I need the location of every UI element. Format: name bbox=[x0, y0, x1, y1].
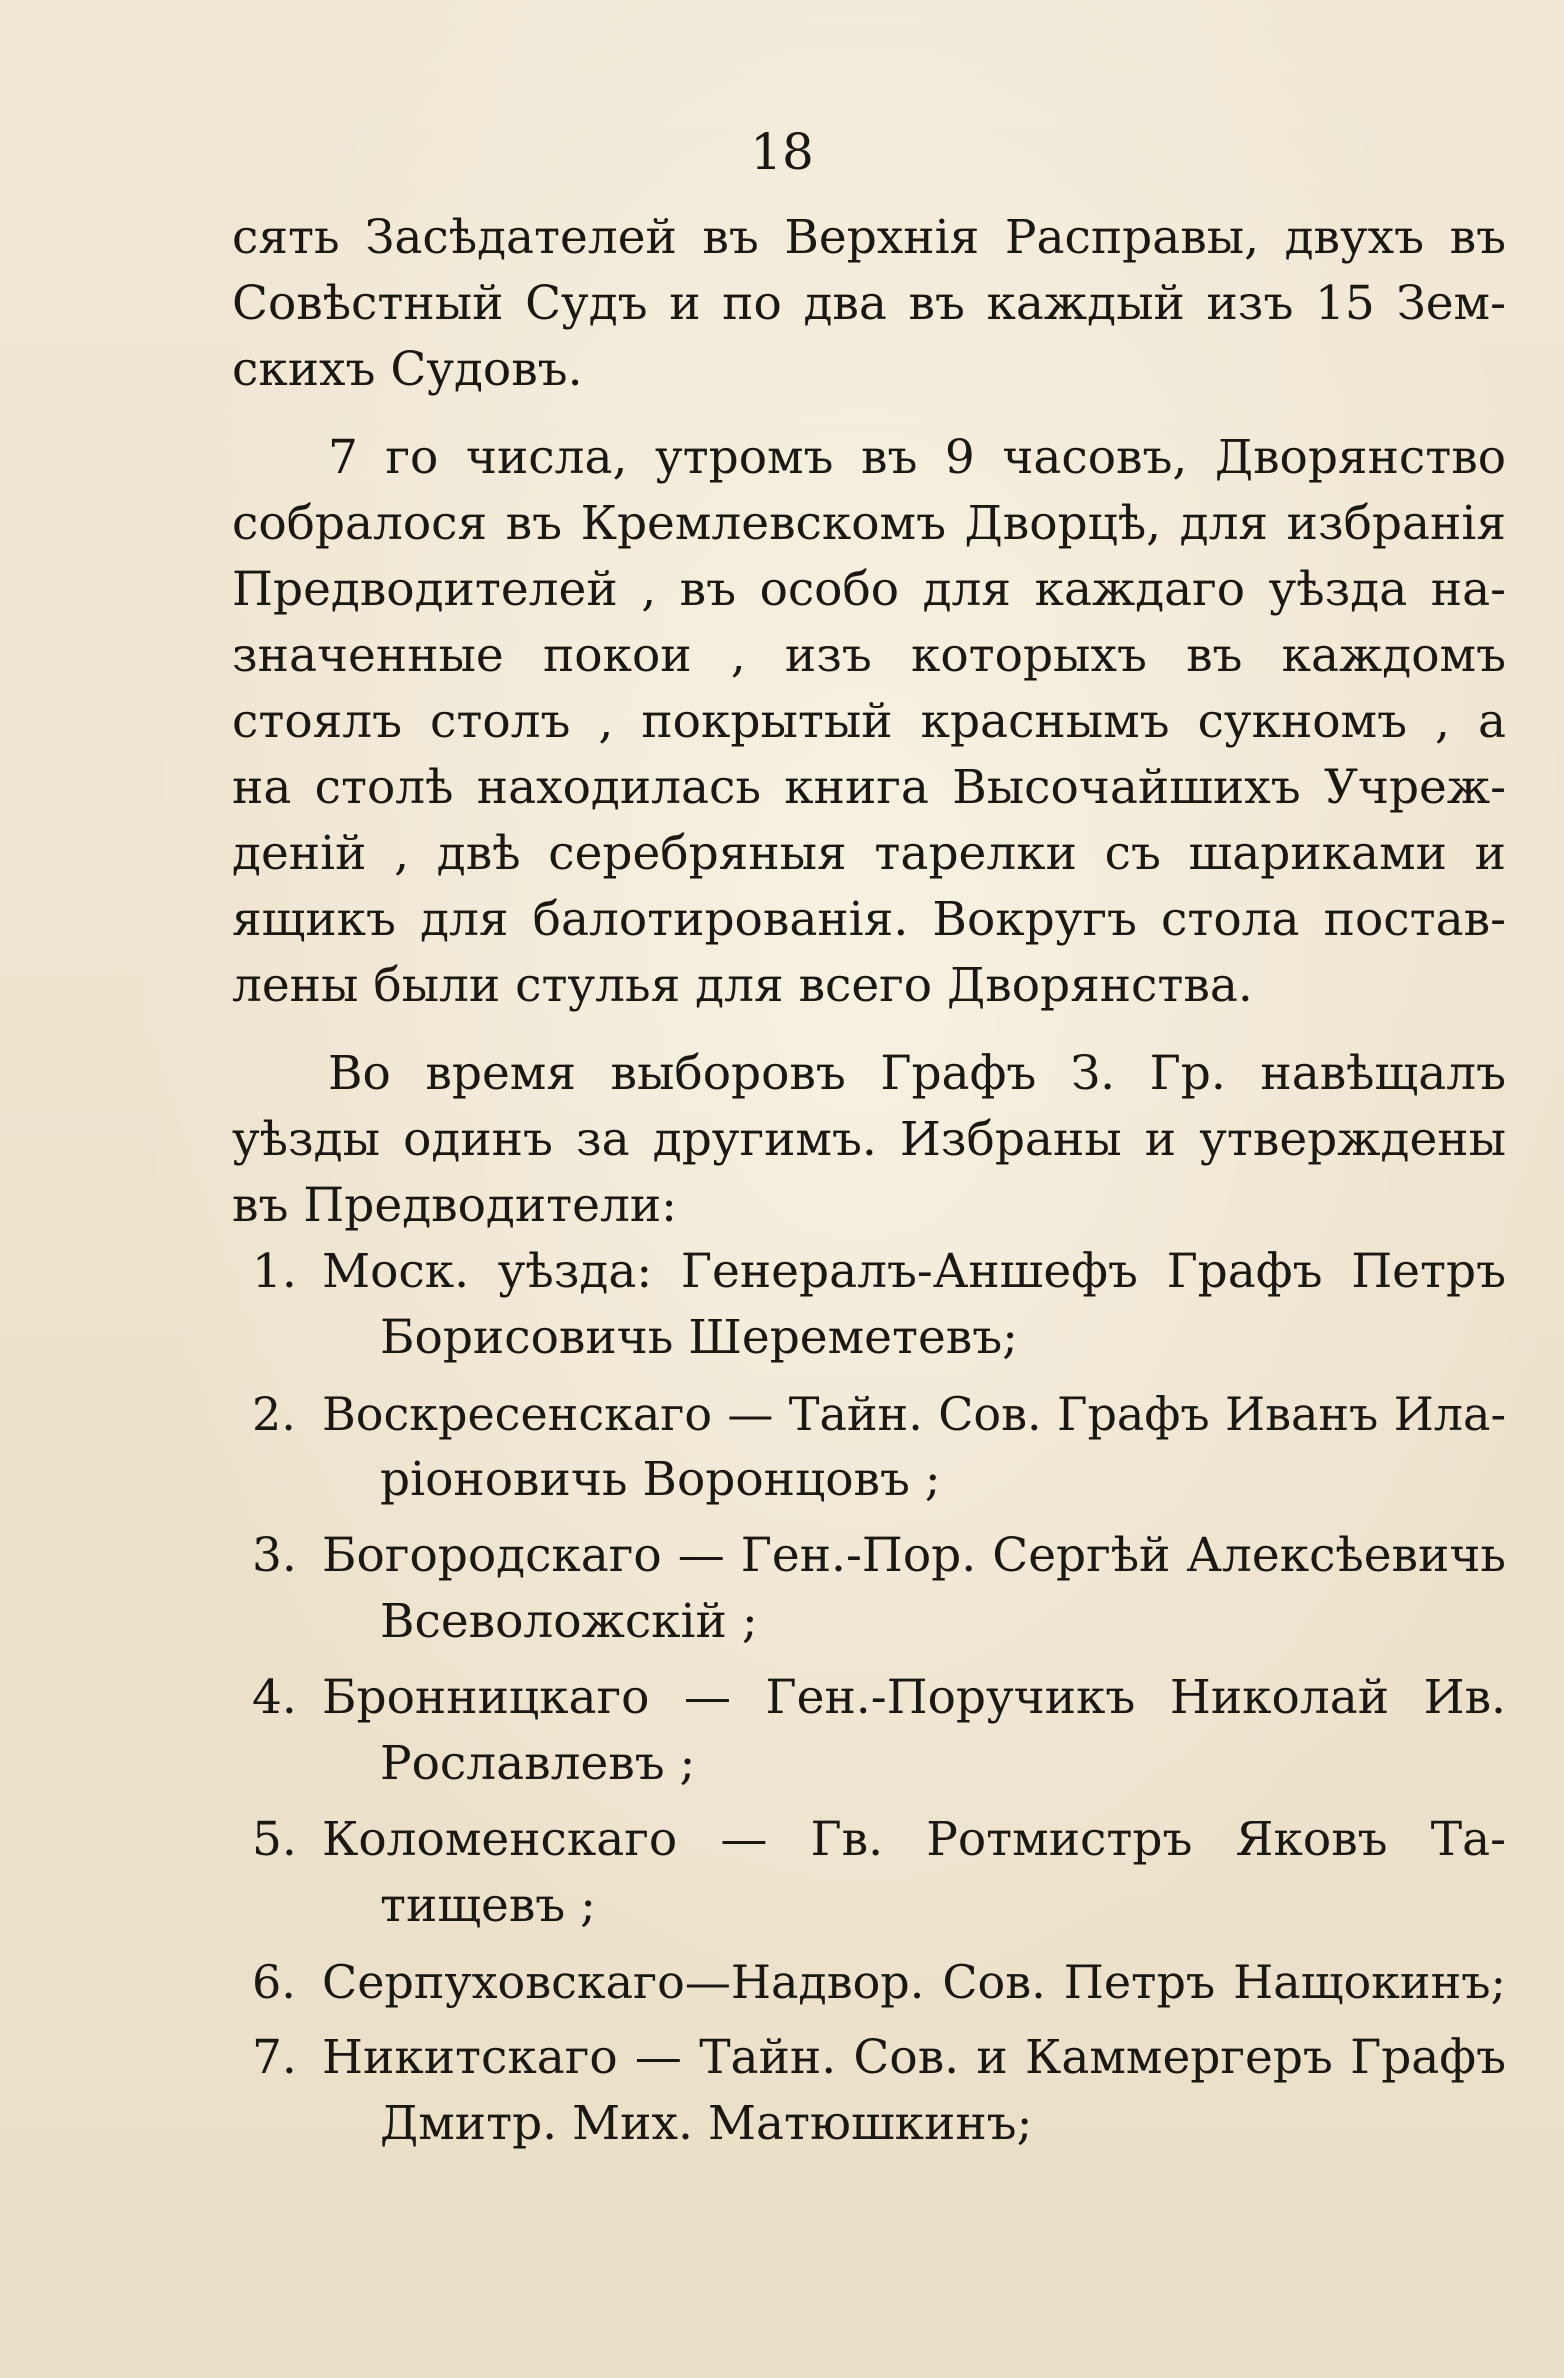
list-item-text: Всеволожскій ; bbox=[380, 1594, 758, 1649]
page-number: 18 bbox=[750, 123, 814, 181]
text-line: въ Предводители: bbox=[232, 1178, 677, 1233]
list-item-number: 4. bbox=[252, 1670, 297, 1725]
text-line: ящикъ для балотированія. Вокругъ стола постав- bbox=[232, 892, 1506, 947]
list-item bbox=[252, 1523, 1506, 1655]
text-line: Совѣстный Судъ и по два въ каждый изъ 15 Зем- bbox=[232, 276, 1506, 331]
list-item-text: Воскресенскаго — Тайн. Сов. Графъ Иванъ Ила- bbox=[322, 1387, 1506, 1441]
list-item-text: Коломенскаго — Гв. Ротмистръ Яковъ Та- bbox=[322, 1812, 1506, 1867]
list-item bbox=[252, 1665, 1506, 1797]
list-item-text: Никитскаго — Тайн. Сов. и Каммергеръ Графъ bbox=[322, 2030, 1506, 2085]
list-item-text: Рославлевъ ; bbox=[380, 1736, 696, 1791]
list-item-number: 6. bbox=[252, 1955, 296, 2009]
list-item-text: ріоновичь Воронцовъ ; bbox=[380, 1452, 941, 1507]
paragraph-elections bbox=[232, 1041, 1506, 1239]
paragraph-continuation bbox=[232, 205, 1506, 403]
list-item-number: 5. bbox=[252, 1812, 297, 1867]
text-line: 7 го числа, утромъ въ 9 часовъ, Дворянство bbox=[328, 430, 1506, 485]
list-item-text: Борисовичь Шереметевъ; bbox=[380, 1310, 1018, 1365]
list-item bbox=[252, 1807, 1506, 1939]
list-item bbox=[252, 1949, 1506, 2015]
text-line: значенные покои , изъ которыхъ въ каждомъ bbox=[232, 628, 1506, 683]
list-item-text: Бронницкаго — Ген.-Поручикъ Николай Ив. bbox=[322, 1670, 1506, 1725]
text-line: скихъ Судовъ. bbox=[232, 342, 583, 397]
list-item-number: 7. bbox=[252, 2030, 297, 2085]
list-item bbox=[252, 1239, 1506, 1371]
list-item-number: 3. bbox=[252, 1528, 297, 1583]
text-line: сять Засѣдателей въ Верхнія Расправы, двухъ въ bbox=[232, 210, 1506, 265]
list-item bbox=[252, 2025, 1506, 2157]
text-line: собралося въ Кремлевскомъ Дворцѣ, для избранія bbox=[232, 496, 1506, 551]
text-line: Во время выборовъ Графъ З. Гр. навѣщалъ bbox=[328, 1046, 1506, 1101]
list-item bbox=[252, 1381, 1506, 1513]
text-line: стоялъ столъ , покрытый краснымъ сукномъ , а bbox=[232, 694, 1506, 749]
list-item-number: 1. bbox=[252, 1244, 297, 1299]
list-item-text: Богородскаго — Ген.-Пор. Сергѣй Алексѣевичь bbox=[322, 1528, 1506, 1583]
text-line: на столѣ находилась книга Высочайшихъ Учреж- bbox=[232, 760, 1506, 815]
text-line: лены были стулья для всего Дворянства. bbox=[232, 958, 1253, 1013]
list-item-text: тищевъ ; bbox=[380, 1878, 596, 1933]
body-text bbox=[232, 205, 1506, 2157]
list-item-text: Моск. уѣзда: Генералъ-Аншефъ Графъ Петръ bbox=[322, 1244, 1506, 1299]
list-item-number: 2. bbox=[252, 1387, 296, 1441]
text-line: деній , двѣ серебряныя тарелки съ шариками и bbox=[232, 826, 1506, 881]
marshals-list bbox=[252, 1239, 1506, 2157]
list-item-text: Серпуховскаго—Надвор. Сов. Петръ Нащокинъ; bbox=[322, 1955, 1506, 2009]
text-line: Предводителей , въ особо для каждаго уѣзда на- bbox=[232, 562, 1506, 617]
list-item-text: Дмитр. Мих. Матюшкинъ; bbox=[380, 2096, 1033, 2151]
paragraph-assembly bbox=[232, 425, 1506, 1019]
text-line: уѣзды одинъ за другимъ. Избраны и утверждены bbox=[232, 1112, 1506, 1167]
